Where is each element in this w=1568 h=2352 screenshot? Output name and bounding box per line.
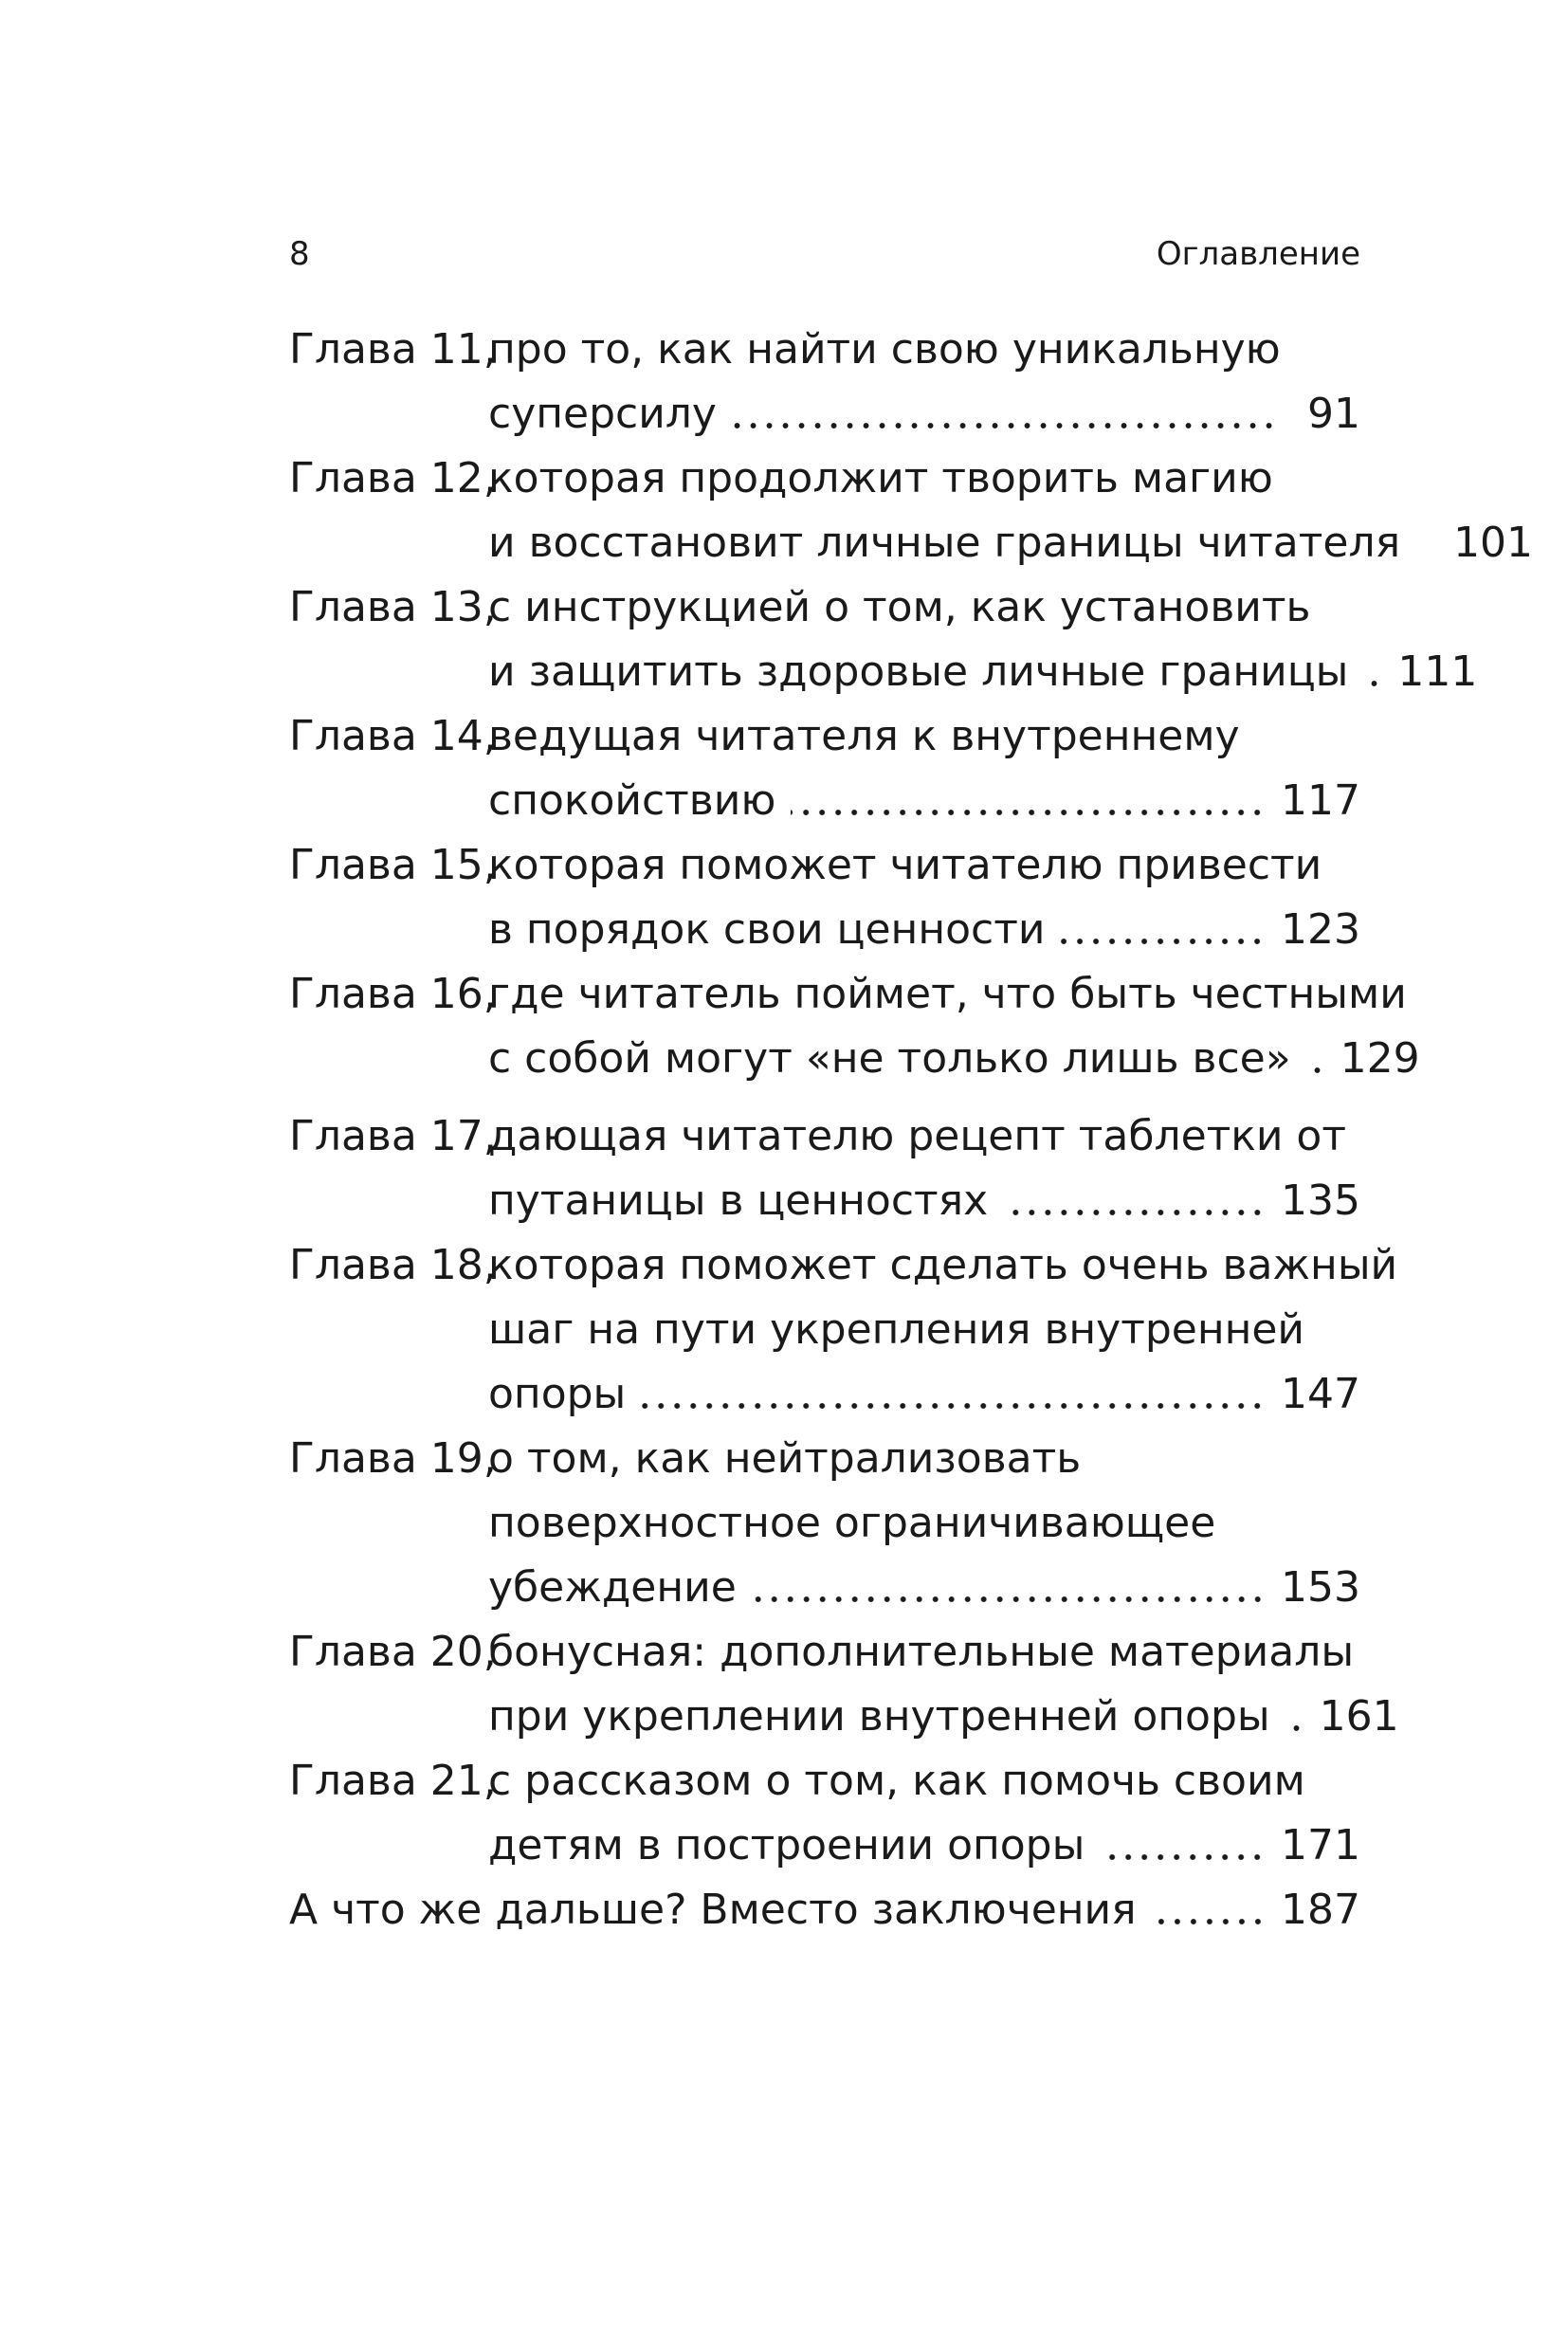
entry-title-line: про то, как найти свою уникальную — [488, 325, 1281, 374]
entry-title-line: которая поможет сделать очень важный — [488, 1241, 1398, 1289]
toc-entry-chapter-21[interactable] — [289, 1749, 1360, 1878]
entry-title — [488, 1427, 1360, 1620]
page-reference: 171 — [1281, 1821, 1360, 1869]
toc-entry-chapter-14[interactable] — [289, 704, 1360, 833]
page-reference: 111 — [1397, 647, 1478, 696]
dot-leader — [732, 420, 1277, 431]
running-head — [289, 235, 1360, 283]
dot-leader — [1285, 1723, 1304, 1734]
toc-entry-chapter-17[interactable] — [289, 1104, 1360, 1233]
entry-title-line: путаницы в ценностях — [488, 1176, 989, 1225]
entry-title-last-line — [488, 382, 1360, 447]
entry-title — [488, 447, 1534, 575]
chapter-label: Глава 16, — [289, 970, 497, 1018]
chapter-label: Глава 19, — [289, 1434, 497, 1483]
page-number: 8 — [289, 235, 310, 273]
entry-title-line: и восстановит личные границы читателя — [488, 519, 1401, 567]
page-reference: 187 — [1281, 1886, 1360, 1934]
entry-title-line: с рассказом о том, как помочь своим — [488, 1757, 1305, 1805]
page-reference: 123 — [1281, 905, 1360, 954]
entry-title-line: о том, как нейтрализовать — [488, 1434, 1082, 1483]
entry-title-last-line — [488, 1362, 1360, 1427]
page-reference: 91 — [1307, 390, 1360, 438]
toc-entry-chapter-15[interactable] — [289, 833, 1360, 962]
section-title: Оглавление — [1156, 235, 1360, 273]
dot-leader — [791, 807, 1266, 818]
toc-entry-chapter-12[interactable] — [289, 447, 1534, 575]
entry-title-line: шаг на пути укрепления внутренней — [488, 1305, 1305, 1354]
entry-title-last-line — [488, 1556, 1360, 1620]
chapter-label: Глава 13, — [289, 583, 497, 631]
entry-title-last-line — [488, 1685, 1399, 1749]
entry-title — [488, 962, 1420, 1091]
page-reference: 135 — [1281, 1176, 1360, 1225]
entry-title-line: при укреплении внутренней опоры — [488, 1692, 1270, 1741]
entry-title-last-line — [488, 640, 1478, 704]
entry-title-line: бонусная: дополнительные материалы — [488, 1628, 1355, 1676]
page-reference: 147 — [1281, 1370, 1360, 1418]
toc-entry-chapter-20[interactable] — [289, 1620, 1399, 1749]
entry-title — [488, 575, 1478, 704]
entry-title-line: детям в построении опоры — [488, 1821, 1085, 1869]
toc-entry-conclusion[interactable] — [289, 1878, 1360, 1942]
entry-title — [488, 318, 1360, 447]
toc-entry-chapter-16[interactable] — [289, 962, 1420, 1091]
dot-leader — [1152, 1916, 1266, 1927]
toc-entry-chapter-19[interactable] — [289, 1427, 1360, 1620]
chapter-label: Глава 11, — [289, 325, 497, 374]
entry-title-last-line — [488, 769, 1360, 833]
entry-title-line: поверхностное ограничивающее — [488, 1499, 1216, 1547]
chapter-label: Глава 12, — [289, 454, 497, 502]
dot-leader — [1003, 1207, 1266, 1218]
entry-title-line: с инструкцией о том, как установить — [488, 583, 1311, 631]
entry-title — [488, 833, 1360, 962]
entry-title-line: ведущая читателя к внутреннему — [488, 712, 1240, 760]
entry-title-line: которая продолжит творить магию — [488, 454, 1273, 502]
entry-title-line: суперсилу — [488, 390, 717, 438]
entry-title — [488, 704, 1360, 833]
entry-title — [488, 1233, 1398, 1427]
dot-leader — [752, 1594, 1266, 1605]
entry-title — [488, 1620, 1399, 1749]
page-reference: 101 — [1453, 519, 1534, 567]
page-reference: 129 — [1340, 1034, 1420, 1083]
entry-title: А что же дальше? Вместо заключения — [289, 1886, 1137, 1934]
toc-entry-chapter-11[interactable] — [289, 318, 1360, 447]
dot-leader — [1306, 1065, 1325, 1076]
dot-leader — [1415, 549, 1438, 560]
dot-leader — [1363, 678, 1382, 689]
entry-title-line: которая поможет читателю привести — [488, 841, 1322, 889]
entry-title-line: дающая читателю рецепт таблетки от — [488, 1112, 1346, 1160]
entry-title-line: убеждение — [488, 1563, 737, 1612]
page-reference: 117 — [1281, 776, 1360, 825]
entry-title-line: с собой могут «не только лишь все» — [488, 1034, 1291, 1083]
dot-leader — [1100, 1851, 1266, 1863]
chapter-label: Глава 20, — [289, 1628, 497, 1676]
toc-entry-chapter-13[interactable] — [289, 575, 1478, 704]
page-reference: 153 — [1281, 1563, 1360, 1612]
entry-title-last-line — [488, 1169, 1360, 1233]
entry-title-last-line — [488, 1814, 1360, 1878]
chapter-label: Глава 14, — [289, 712, 497, 760]
entry-title-last-line — [488, 1027, 1420, 1091]
chapter-label: Глава 18, — [289, 1241, 497, 1289]
chapter-label: Глава 21, — [289, 1757, 497, 1805]
entry-title — [488, 1749, 1360, 1878]
page-reference: 161 — [1319, 1692, 1399, 1741]
entry-title-line: в порядок свои ценности — [488, 905, 1046, 954]
entry-title-line: опоры — [488, 1370, 627, 1418]
entry-title-last-line — [488, 898, 1360, 962]
dot-leader — [641, 1400, 1266, 1412]
chapter-label: Глава 17, — [289, 1112, 497, 1160]
entry-title-last-line — [488, 511, 1534, 575]
table-of-contents — [289, 318, 1534, 1942]
chapter-label: Глава 15, — [289, 841, 497, 889]
dot-leader — [1060, 936, 1266, 947]
toc-entry-chapter-18[interactable] — [289, 1233, 1398, 1427]
entry-title-line: где читатель поймет, что быть честными — [488, 970, 1407, 1018]
entry-title — [488, 1104, 1360, 1233]
entry-title-line: и защитить здоровые личные границы — [488, 647, 1349, 696]
entry-title-line: спокойствию — [488, 776, 776, 825]
